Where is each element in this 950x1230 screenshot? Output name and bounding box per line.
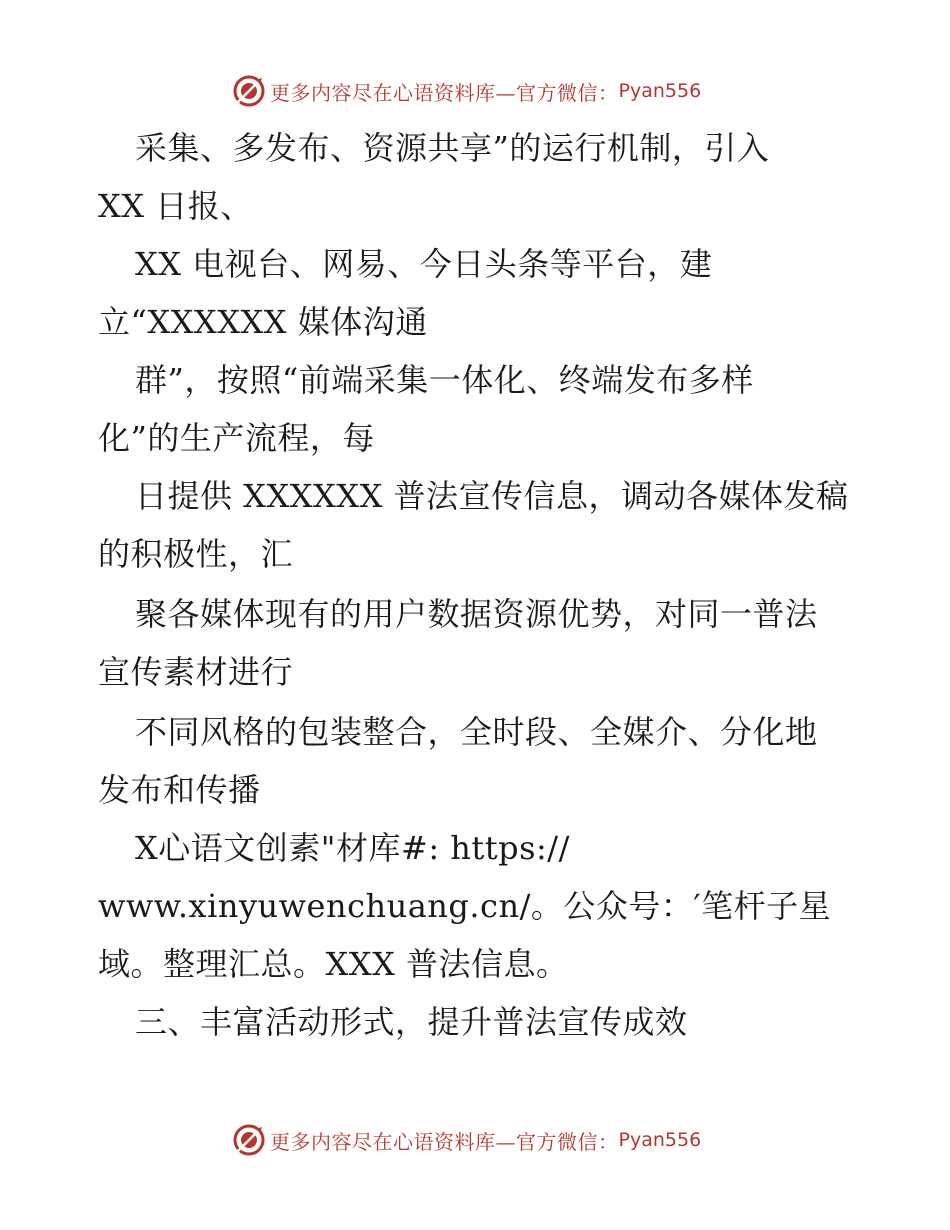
body-line: 域。整理汇总。XXX 普法信息。 <box>98 945 569 983</box>
body-line: 化”的生产流程，每 <box>98 419 375 457</box>
body-line: 采集、多发布、资源共享”的运行机制，引入 <box>135 129 770 167</box>
body-line: 宣传素材进行 <box>98 653 294 691</box>
body-line: 立“XXXXXX 媒体沟通 <box>98 303 428 341</box>
section-heading: 三、丰富活动形式，提升普法宣传成效 <box>135 1003 688 1041</box>
body-line: 日提供 XXXXXX 普法宣传信息，调动各媒体发稿 <box>135 477 849 515</box>
body-line: 的积极性，汇 <box>98 535 294 573</box>
seal-logo-icon <box>232 1123 266 1157</box>
body-line: XX 电视台、网易、今日头条等平台，建 <box>135 245 713 283</box>
body-line: 不同风格的包装整合，全时段、全媒介、分化地 <box>135 713 818 751</box>
body-line: 群”，按照“前端采集一体化、终端发布多样 <box>135 361 754 399</box>
footer-wechat-id: Pyan556 <box>618 1129 702 1151</box>
footer-banner-text: 更多内容尽在心语资料库—官方微信： <box>270 1129 619 1154</box>
body-line: X心语文创素"材库#: https:// <box>135 829 570 867</box>
header-banner-text: 更多内容尽在心语资料库—官方微信： <box>270 80 619 105</box>
body-line: XX 日报、 <box>98 187 253 225</box>
body-line: 发布和传播 <box>98 771 261 809</box>
body-line: 聚各媒体现有的用户数据资源优势，对同一普法 <box>135 595 818 633</box>
seal-logo-icon <box>232 74 266 108</box>
header-wechat-id: Pyan556 <box>618 80 702 102</box>
header-banner <box>232 74 701 108</box>
body-line: www.xinyuwenchuang.cn/。公众号：′笔杆子星 <box>98 887 832 925</box>
footer-banner <box>232 1123 701 1157</box>
